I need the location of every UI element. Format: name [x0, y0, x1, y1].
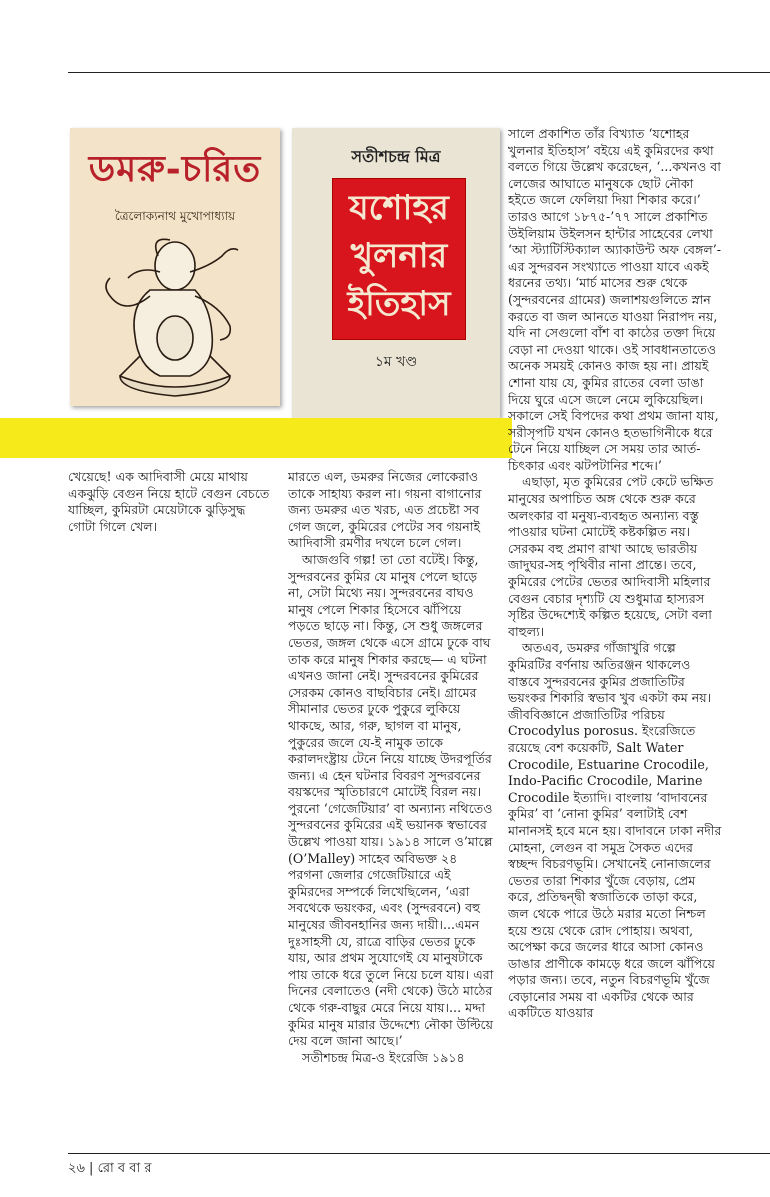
book-cover-jessore-khulna — [292, 128, 500, 418]
text-column-1 — [68, 469, 274, 1137]
footer-separator: | — [89, 1161, 94, 1176]
text-column-2 — [288, 469, 494, 1137]
text-column-3 — [508, 126, 722, 1137]
magazine-name: রো ব বা র — [97, 1161, 152, 1176]
page-footer — [68, 1159, 152, 1180]
paragraph: আজগুবি গল্প! তা তো বটেই। কিন্তু, সুন্দরবনের কুমির যে মানুষ পেলে ছাড়ে না, সেটা মিথ্যে নয়। সুন্দরবনের বাঘও মানুষ পেলে শিকার হিসেবে ঝাঁপিয়ে পড়তে ছাড়ে না। কিন্তু, সে শুধু জঙ্গলের ভেতর, জঙ্গল থেকে এসে গ্রামে ঢুকে বাঘ তাক করে মানুষ শিকার করছে— এ ঘটনা এখনও জানা নেই। সুন্দরবনের কুমিরের সেরকম কোনও বাছবিচার নেই। গ্রামের সীমানার ভেতর ঢুকে পুকুরে লুকিয়ে থাকছে, আর, গরু, ছাগল বা মানুষ, পুকুরের জলে যে-ই নামুক তাকে করালদংষ্ট্রায় টেনে নিয়ে যাচ্ছে উদরপূর্তির জন্য। এ হেন ঘটনার বিবরণ সুন্দরবনের বয়স্কদের স্মৃতিচারণে মোটেই বিরল নয়। পুরনো ‘গেজেটিয়ার’ বা অন্যান্য নথিতেও সুন্দরবনের কুমিরের এই ভয়ানক স্বভাবের উল্লেখ পাওয়া যায়। ১৯১৪ সালে ও’মাল্লে (O’Malley) সাহেব অবিভক্ত ২৪ পরগনা জেলার গেজেটিয়ারে এই কুমিরদের সম্পর্কে লিখেছিলেন, ‘এরা সবথেকে ভয়ংকর, এবং (সুন্দরবনে) বহু মানুষের জীবনহানির জন্য দায়ী।...এমন দুঃসাহসী যে, রাত্রে বাড়ির ভেতর ঢুকে যায়, আর প্রথম সুযোগেই যে মানুষটাকে পায় তাকে ধরে তুলে নিয়ে চলে যায়। এরা দিনের বেলাতেও (নদী থেকে) উঠে মাঠের থেকে গরু-বাছুর মেরে নিয়ে যায়।... মদ্দা কুমির মানুষ মারার উদ্দেশ্যে নৌকা উল্টিয়ে দেয় বলে জানা আছে।’ — [288, 551, 494, 1049]
footer-rule — [68, 1153, 770, 1154]
paragraph: সালে প্রকাশিত তাঁর বিখ্যাত ‘যশোহর খুলনার ইতিহাস’ বইয়ে এই কুমিরদের কথা বলতে গিয়ে উল্লেখ করেছেন, ‘...কখনও বা লেজের আঘাতে মানুষকে ছোট নৌকা হইতে জলে ফেলিয়া দিয়া শিকার করে।’ তারও আগে ১৮৭৫-’৭৭ সালে প্রকাশিত উইলিয়াম উইলসন হান্টার সাহেবের লেখা ‘আ স্ট্যাটিস্টিক্যাল অ্যাকাউন্ট অফ বেঙ্গল’-এর সুন্দরবন সংখ্যাতে পাওয়া যাবে একই ধরনের তথ্য। ‘মার্চ মাসের শুরু থেকে (সুন্দরবনের গ্রামের) জলাশয়গুলিতে স্নান করতে বা জল আনতে যাওয়া নিরাপদ নয়, যদি না সেগুলো বাঁশ বা কাঠের তক্তা দিয়ে বেড়া না দেওয়া থাকে। ওই সাবধানতাতেও অনেক সময়ই কোনও কাজ হয় না। প্রায়ই শোনা যায় যে, কুমির রাতের বেলা ডাঙা দিয়ে ঘুরে এসে জলে নেমে লুকিয়েছিল। সকালে সেই বিপদের কথা প্রথম জানা যায়, সরীসৃপটি যখন কোনও হতভাগিনীকে ধরে টেনে নিয়ে যাচ্ছিল সে সময় তার আর্ত-চিৎকার এবং ঝটপটানির শব্দে।’ — [508, 126, 722, 473]
cover2-volume: ১ম খণ্ড — [374, 354, 418, 370]
yellow-accent-band — [0, 418, 512, 458]
book-cover-domru-charit — [70, 128, 280, 406]
cover2-title-line3: ইতিহাস — [347, 284, 451, 324]
header-rule — [68, 72, 770, 73]
paragraph: সতীশচন্দ্র মিত্র-ও ইংরেজি ১৯১৪ — [302, 1049, 465, 1065]
cover2-title-panel — [332, 178, 466, 340]
cover2-author: সতীশচন্দ্র মিত্র — [351, 147, 441, 166]
cover1-author: ত্রৈলোক্যনাথ মুখোপাধ্যায় — [114, 209, 236, 223]
cover2-title-line2: খুলনার — [350, 236, 448, 276]
paragraph: অতএব, ডমরুর গাঁজাখুরি গল্পে কুমিরটির বর্ণনায় অতিরঞ্জন থাকলেও বাস্তবে সুন্দরবনের কুমির প্রজাতিটির ভয়ংকর শিকারি স্বভাব খুব একটা কম নয়। জীববিজ্ঞানে প্রজাতিটির পরিচয় Crocodylus porosus. ইংরেজিতে রয়েছে বেশ কয়েকটি, Salt Water Crocodile, Estuarine Crocodile, Indo-Pacific Crocodile, Marine Crocodile ইত্যাদি। বাংলায় ‘বাদাবনের কুমির’ বা ‘নোনা কুমির’ বলাটাই বেশ মানানসই হবে মনে হয়। বাদাবনে ঢাকা নদীর মোহনা, লেগুন বা সমুদ্র সৈকত এদের স্বচ্ছন্দ বিচরণভূমি। সেখানেই নোনাজলের ভেতর তারা শিকার খুঁজে বেড়ায়, প্রেম করে, প্রতিদ্বন্দ্বী স্বজাতিকে তাড়া করে, জল থেকে পারে উঠে মরার মতো নিশ্চল হয়ে শুয়ে থেকে রোদ পোহায়। অথবা, অপেক্ষা করে জলের ধারে আসা কোনও ডাঙার প্রাণীকে কামড়ে ধরে জলে ঝাঁপিয়ে পড়ার জন্য। তবে, নতুন বিচরণভূমি খুঁজে বেড়ানোর সময় বা একটির থেকে আর একটিতে যাওয়ার — [508, 640, 722, 1021]
cover2-title-line1: যশোহর — [349, 188, 449, 228]
paragraph: এছাড়া, মৃত কুমিরের পেট কেটে ভক্ষিত মানুষের অপাচিত অঙ্গ থেকে শুরু করে অলংকার বা মনুষ্য-ব্যবহৃত অন্যান্য বস্তু পাওয়ার ঘটনা মোটেই কষ্টকল্পিত নয়। সেরকম বহু প্রমাণ রাখা আছে ভারতীয় জাদুঘর-সহ পৃথিবীর নানা প্রান্তে। তবে, কুমিরের পেটের ভেতর আদিবাসী মহিলার বেগুন বেচার দৃশ্যটি যে শুধুমাত্র হাস্যরস সৃষ্টির উদ্দেশ্যেই কল্পিত হয়েছে, সেটা বলা বাহুল্য। — [508, 474, 714, 639]
page-number: ২৬ — [68, 1161, 85, 1176]
cover1-title: ডমরু-চরিত — [88, 148, 262, 190]
seated-figure-illustration — [80, 226, 270, 401]
paragraph: মারতে এল, ডমরুর নিজের লোকেরাও তাকে সাহায্য করল না। গয়না বাগানোর জন্য ডমরুর এত খরচ, এত প্রচেষ্টা সব গেল জলে, কুমিরের পেটের সব গয়নাই আদিবাসী রমণীর দখলে চলে গেল। — [288, 469, 482, 551]
paragraph: খেয়েছে! এক আদিবাসী মেয়ে মাথায় একঝুড়ি বেগুন নিয়ে হাটে বেগুন বেচতে যাচ্ছিল, কুমিরটা মেয়েটাকে ঝুড়িসুদ্ধ গোটা গিলে খেল। — [68, 469, 270, 534]
